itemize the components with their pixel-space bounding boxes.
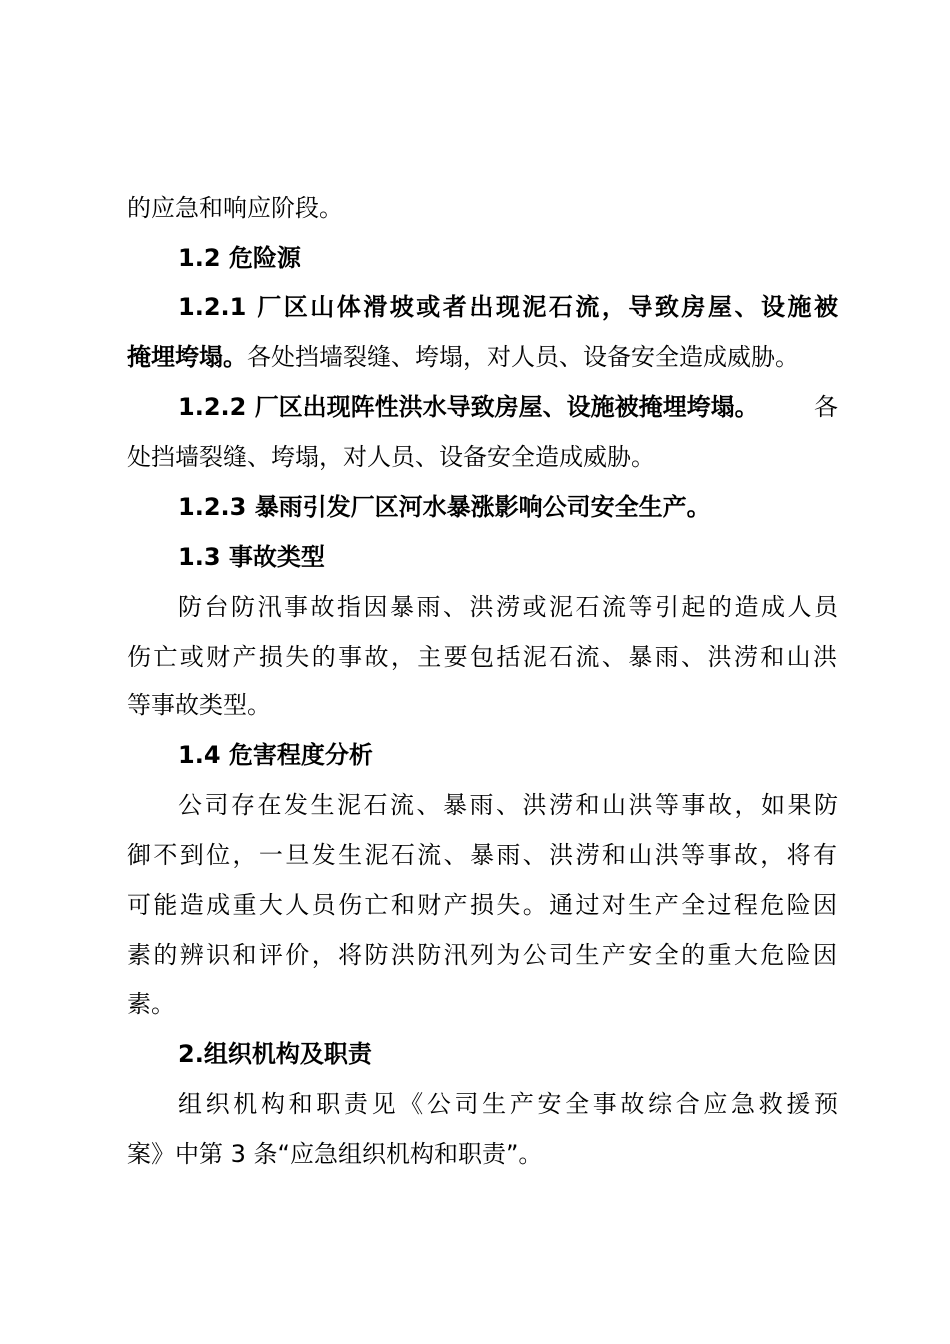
paragraph-line: 御不到位，一旦发生泥石流、暴雨、洪涝和山洪等事故，将有 xyxy=(127,841,837,869)
bold-run: 1.2.2 厂区出现阵性洪水导致房屋、设施被掩埋垮塌。 xyxy=(178,393,759,421)
normal-run: 各处挡墙裂缝、垮塌，对人员、设备安全造成威胁。 xyxy=(247,343,799,371)
paragraph-line: 公司存在发生泥石流、暴雨、洪涝和山洪等事故，如果防 xyxy=(178,791,838,819)
subsection-heading-1-2-3: 1.2.3 暴雨引发厂区河水暴涨影响公司安全生产。 xyxy=(178,493,711,521)
paragraph-line: 组织机构和职责见《公司生产安全事故综合应急救援预 xyxy=(178,1090,838,1118)
paragraph-line: 处挡墙裂缝、垮塌，对人员、设备安全造成威胁。 xyxy=(127,443,655,471)
subsection-heading-1-2-1: 1.2.1 厂区山体滑坡或者出现泥石流，导致房屋、设施被 xyxy=(178,293,838,321)
paragraph-line: 等事故类型。 xyxy=(127,691,271,719)
section-heading-1-3: 1.3 事故类型 xyxy=(178,543,325,571)
paragraph-line: 防台防汛事故指因暴雨、洪涝或泥石流等引起的造成人员 xyxy=(178,593,838,621)
section-heading-1-4: 1.4 危害程度分析 xyxy=(178,741,373,769)
paragraph-line: 素。 xyxy=(127,990,175,1018)
subsection-heading-1-2-2 xyxy=(178,390,838,424)
section-heading-2: 2.组织机构及职责 xyxy=(178,1040,372,1068)
bold-run: 掩埋垮塌。 xyxy=(127,343,247,371)
paragraph-continuation: 的应急和响应阶段。 xyxy=(127,194,343,222)
paragraph-line: 案》中第 3 条“应急组织机构和职责”。 xyxy=(127,1140,543,1168)
normal-run: 各 xyxy=(814,393,838,421)
paragraph-line xyxy=(127,340,837,374)
section-heading-1-2: 1.2 危险源 xyxy=(178,244,301,272)
paragraph-line: 可能造成重大人员伤亡和财产损失。通过对生产全过程危险因 xyxy=(127,891,837,919)
paragraph-line: 伤亡或财产损失的事故，主要包括泥石流、暴雨、洪涝和山洪 xyxy=(127,643,837,671)
paragraph-line: 素的辨识和评价，将防洪防汛列为公司生产安全的重大危险因 xyxy=(127,941,837,969)
